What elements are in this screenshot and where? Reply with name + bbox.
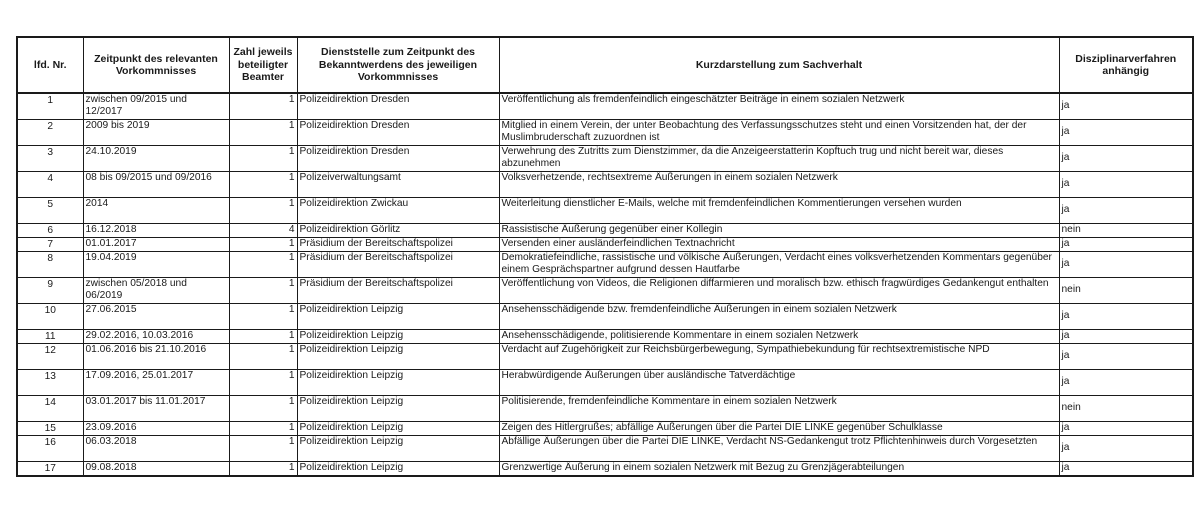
header-disziplinarverfahren: Disziplinarverfahren anhängig bbox=[1059, 37, 1193, 93]
header-nr: lfd. Nr. bbox=[17, 37, 83, 93]
cell-sachverhalt: Rassistische Äußerung gegenüber einer Kollegin bbox=[499, 223, 1059, 237]
cell-zeitpunkt: 16.12.2018 bbox=[83, 223, 229, 237]
cell-disziplinarverfahren: ja bbox=[1059, 369, 1193, 395]
table-row bbox=[17, 303, 1193, 329]
cell-dienststelle: Präsidium der Bereitschaftspolizei bbox=[297, 237, 499, 251]
table-row bbox=[17, 421, 1193, 435]
table-row bbox=[17, 93, 1193, 119]
cell-dienststelle: Polizeidirektion Dresden bbox=[297, 119, 499, 145]
cell-zeitpunkt: 03.01.2017 bis 11.01.2017 bbox=[83, 395, 229, 421]
cell-anzahl: 1 bbox=[229, 435, 297, 461]
cell-disziplinarverfahren: ja bbox=[1059, 171, 1193, 197]
cell-sachverhalt: Zeigen des Hitlergrußes; abfällige Äußerungen über die Partei DIE LINKE gegenüber Schulklasse bbox=[499, 421, 1059, 435]
cell-zeitpunkt: 23.09.2016 bbox=[83, 421, 229, 435]
cell-anzahl: 1 bbox=[229, 303, 297, 329]
cell-disziplinarverfahren: ja bbox=[1059, 421, 1193, 435]
cell-zeitpunkt: 2014 bbox=[83, 197, 229, 223]
cell-zeitpunkt: 29.02.2016, 10.03.2016 bbox=[83, 329, 229, 343]
cell-zeitpunkt: 01.01.2017 bbox=[83, 237, 229, 251]
cell-sachverhalt: Mitglied in einem Verein, der unter Beobachtung des Verfassungsschutzes steht und einen Vorsitzenden hat, der der Muslimbruderschaft zuzuordnen ist bbox=[499, 119, 1059, 145]
cell-sachverhalt: Grenzwertige Äußerung in einem sozialen Netzwerk mit Bezug zu Grenzjägerabteilungen bbox=[499, 461, 1059, 476]
cell-nr: 4 bbox=[17, 171, 83, 197]
cell-disziplinarverfahren: ja bbox=[1059, 93, 1193, 119]
cell-sachverhalt: Veröffentlichung von Videos, die Religionen diffarmieren und moralisch bzw. ethisch fragwürdiges Gedankengut enthalten bbox=[499, 277, 1059, 303]
cell-sachverhalt: Herabwürdigende Äußerungen über ausländische Tatverdächtige bbox=[499, 369, 1059, 395]
table-row bbox=[17, 197, 1193, 223]
cell-zeitpunkt: 17.09.2016, 25.01.2017 bbox=[83, 369, 229, 395]
cell-zeitpunkt: 19.04.2019 bbox=[83, 251, 229, 277]
cell-zeitpunkt: 27.06.2015 bbox=[83, 303, 229, 329]
cell-nr: 3 bbox=[17, 145, 83, 171]
cell-nr: 8 bbox=[17, 251, 83, 277]
table-row bbox=[17, 395, 1193, 421]
cell-disziplinarverfahren: ja bbox=[1059, 329, 1193, 343]
cell-sachverhalt: Abfällige Äußerungen über die Partei DIE LINKE, Verdacht NS-Gedankengut trotz Pflichtenhinweis durch Vorgesetzten bbox=[499, 435, 1059, 461]
cell-zeitpunkt: 09.08.2018 bbox=[83, 461, 229, 476]
cell-dienststelle: Polizeidirektion Leipzig bbox=[297, 395, 499, 421]
cell-sachverhalt: Politisierende, fremdenfeindliche Kommentare in einem sozialen Netzwerk bbox=[499, 395, 1059, 421]
cell-disziplinarverfahren: ja bbox=[1059, 197, 1193, 223]
cell-dienststelle: Polizeidirektion Leipzig bbox=[297, 303, 499, 329]
cell-anzahl: 1 bbox=[229, 461, 297, 476]
cell-disziplinarverfahren: ja bbox=[1059, 303, 1193, 329]
cell-dienststelle: Polizeidirektion Dresden bbox=[297, 93, 499, 119]
cell-nr: 1 bbox=[17, 93, 83, 119]
cell-anzahl: 1 bbox=[229, 277, 297, 303]
cell-dienststelle: Polizeidirektion Zwickau bbox=[297, 197, 499, 223]
cell-dienststelle: Polizeiverwaltungsamt bbox=[297, 171, 499, 197]
cell-disziplinarverfahren: ja bbox=[1059, 461, 1193, 476]
table-row bbox=[17, 237, 1193, 251]
cell-dienststelle: Polizeidirektion Leipzig bbox=[297, 343, 499, 369]
cell-dienststelle: Polizeidirektion Leipzig bbox=[297, 329, 499, 343]
cell-dienststelle: Polizeidirektion Leipzig bbox=[297, 421, 499, 435]
cell-anzahl: 1 bbox=[229, 197, 297, 223]
cell-nr: 5 bbox=[17, 197, 83, 223]
header-zeitpunkt: Zeitpunkt des relevanten Vorkommnisses bbox=[83, 37, 229, 93]
cell-zeitpunkt: 24.10.2019 bbox=[83, 145, 229, 171]
cell-zeitpunkt: 01.06.2016 bis 21.10.2016 bbox=[83, 343, 229, 369]
cell-sachverhalt: Veröffentlichung als fremdenfeindlich eingeschätzter Beiträge in einem sozialen Netzwerk bbox=[499, 93, 1059, 119]
cell-nr: 7 bbox=[17, 237, 83, 251]
table-body bbox=[17, 93, 1193, 476]
cell-zeitpunkt: 08 bis 09/2015 und 09/2016 bbox=[83, 171, 229, 197]
cell-anzahl: 1 bbox=[229, 395, 297, 421]
cell-nr: 2 bbox=[17, 119, 83, 145]
cell-anzahl: 1 bbox=[229, 93, 297, 119]
cell-zeitpunkt: 2009 bis 2019 bbox=[83, 119, 229, 145]
document-table-sheet bbox=[16, 36, 1192, 477]
header-anzahl: Zahl jeweils beteiligter Beamter bbox=[229, 37, 297, 93]
table-row bbox=[17, 251, 1193, 277]
cell-nr: 12 bbox=[17, 343, 83, 369]
incident-table bbox=[16, 36, 1194, 477]
cell-dienststelle: Präsidium der Bereitschaftspolizei bbox=[297, 251, 499, 277]
cell-nr: 15 bbox=[17, 421, 83, 435]
table-row bbox=[17, 223, 1193, 237]
cell-sachverhalt: Verwehrung des Zutritts zum Dienstzimmer, da die Anzeigeerstatterin Kopftuch trug und nicht bereit war, dieses abzunehmen bbox=[499, 145, 1059, 171]
cell-dienststelle: Polizeidirektion Dresden bbox=[297, 145, 499, 171]
table-row bbox=[17, 119, 1193, 145]
table-row bbox=[17, 171, 1193, 197]
table-row bbox=[17, 435, 1193, 461]
cell-disziplinarverfahren: ja bbox=[1059, 343, 1193, 369]
cell-anzahl: 1 bbox=[229, 251, 297, 277]
cell-anzahl: 4 bbox=[229, 223, 297, 237]
cell-nr: 16 bbox=[17, 435, 83, 461]
cell-zeitpunkt: zwischen 05/2018 und 06/2019 bbox=[83, 277, 229, 303]
cell-anzahl: 1 bbox=[229, 421, 297, 435]
cell-dienststelle: Polizeidirektion Leipzig bbox=[297, 435, 499, 461]
table-row bbox=[17, 343, 1193, 369]
cell-sachverhalt: Volksverhetzende, rechtsextreme Äußerungen in einem sozialen Netzwerk bbox=[499, 171, 1059, 197]
cell-anzahl: 1 bbox=[229, 343, 297, 369]
cell-sachverhalt: Weiterleitung dienstlicher E-Mails, welche mit fremdenfeindlichen Kommentierungen versehen wurden bbox=[499, 197, 1059, 223]
cell-nr: 17 bbox=[17, 461, 83, 476]
cell-anzahl: 1 bbox=[229, 237, 297, 251]
cell-sachverhalt: Versenden einer ausländerfeindlichen Textnachricht bbox=[499, 237, 1059, 251]
cell-nr: 14 bbox=[17, 395, 83, 421]
cell-sachverhalt: Demokratiefeindliche, rassistische und völkische Äußerungen, Verdacht eines volksverhetzenden Kommentars gegenüber einem Gesprächspartner aufgrund dessen Hautfarbe bbox=[499, 251, 1059, 277]
cell-dienststelle: Präsidium der Bereitschaftspolizei bbox=[297, 277, 499, 303]
cell-disziplinarverfahren: ja bbox=[1059, 119, 1193, 145]
table-header-row bbox=[17, 37, 1193, 93]
table-row bbox=[17, 145, 1193, 171]
cell-nr: 13 bbox=[17, 369, 83, 395]
header-dienststelle: Dienststelle zum Zeitpunkt des Bekanntwerdens des jeweiligen Vorkommnisses bbox=[297, 37, 499, 93]
cell-nr: 10 bbox=[17, 303, 83, 329]
cell-sachverhalt: Ansehensschädigende, politisierende Kommentare in einem sozialen Netzwerk bbox=[499, 329, 1059, 343]
cell-dienststelle: Polizeidirektion Leipzig bbox=[297, 461, 499, 476]
cell-anzahl: 1 bbox=[229, 145, 297, 171]
table-row bbox=[17, 329, 1193, 343]
cell-sachverhalt: Ansehensschädigende bzw. fremdenfeindliche Äußerungen in einem sozialen Netzwerk bbox=[499, 303, 1059, 329]
table-row bbox=[17, 277, 1193, 303]
table-row bbox=[17, 461, 1193, 476]
cell-disziplinarverfahren: nein bbox=[1059, 277, 1193, 303]
cell-disziplinarverfahren: ja bbox=[1059, 251, 1193, 277]
cell-disziplinarverfahren: nein bbox=[1059, 223, 1193, 237]
cell-dienststelle: Polizeidirektion Görlitz bbox=[297, 223, 499, 237]
cell-nr: 9 bbox=[17, 277, 83, 303]
cell-disziplinarverfahren: ja bbox=[1059, 435, 1193, 461]
cell-nr: 11 bbox=[17, 329, 83, 343]
cell-anzahl: 1 bbox=[229, 369, 297, 395]
cell-nr: 6 bbox=[17, 223, 83, 237]
cell-disziplinarverfahren: ja bbox=[1059, 145, 1193, 171]
cell-anzahl: 1 bbox=[229, 329, 297, 343]
cell-dienststelle: Polizeidirektion Leipzig bbox=[297, 369, 499, 395]
cell-zeitpunkt: 06.03.2018 bbox=[83, 435, 229, 461]
table-row bbox=[17, 369, 1193, 395]
cell-sachverhalt: Verdacht auf Zugehörigkeit zur Reichsbürgerbewegung, Sympathiebekundung für rechtsextremistische NPD bbox=[499, 343, 1059, 369]
cell-zeitpunkt: zwischen 09/2015 und 12/2017 bbox=[83, 93, 229, 119]
cell-anzahl: 1 bbox=[229, 171, 297, 197]
cell-anzahl: 1 bbox=[229, 119, 297, 145]
header-sachverhalt: Kurzdarstellung zum Sachverhalt bbox=[499, 37, 1059, 93]
cell-disziplinarverfahren: nein bbox=[1059, 395, 1193, 421]
cell-disziplinarverfahren: ja bbox=[1059, 237, 1193, 251]
